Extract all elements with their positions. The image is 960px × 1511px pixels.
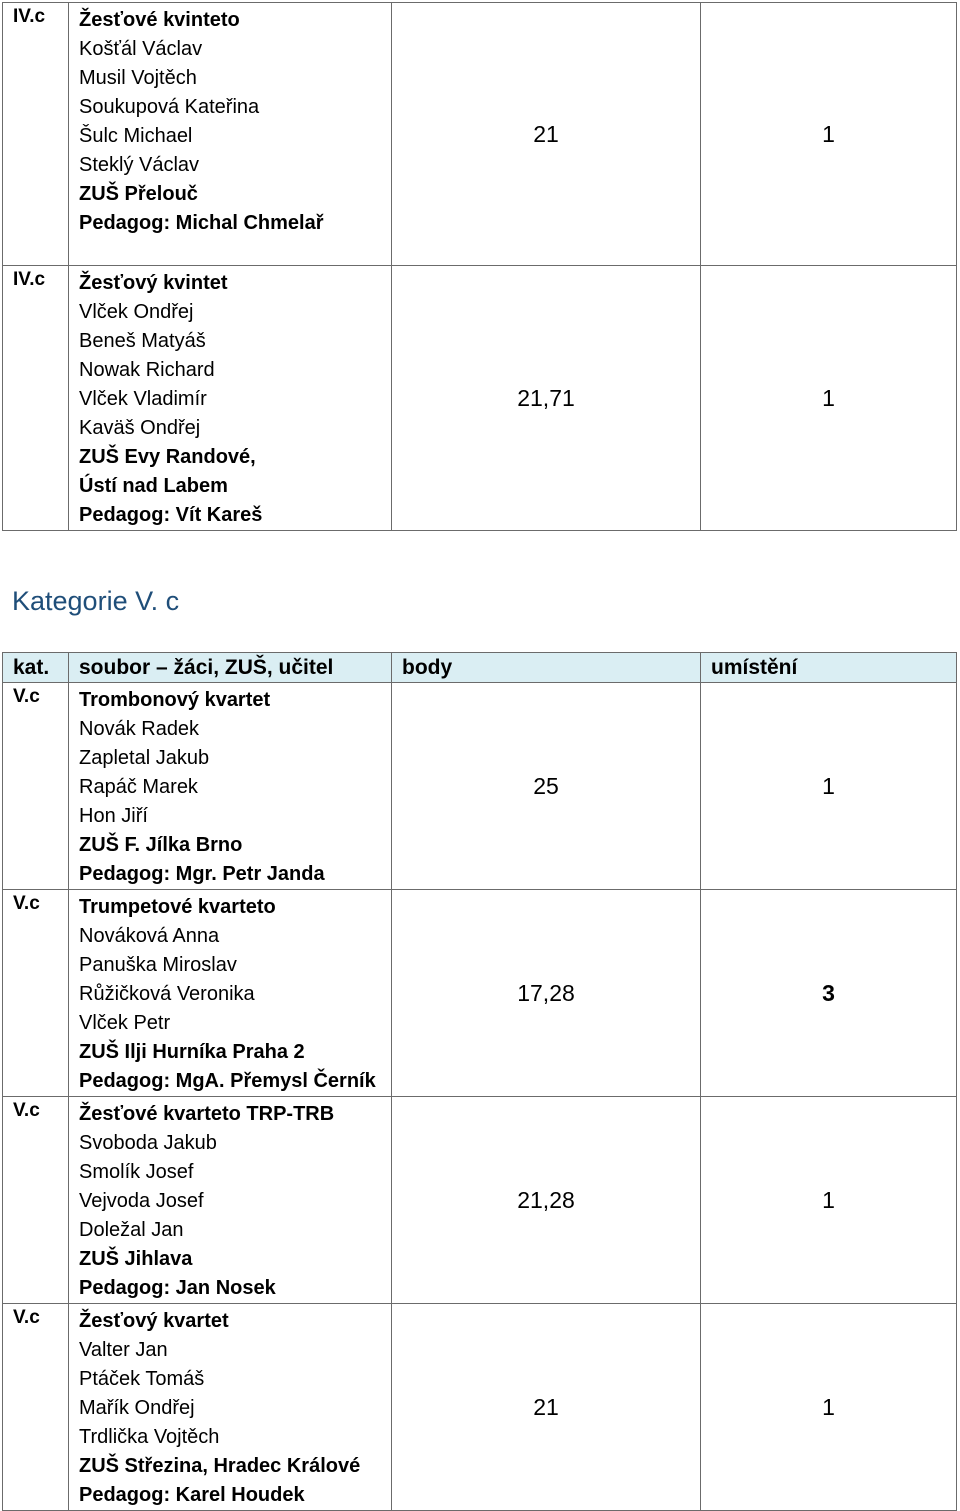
ensemble-cell — [69, 1097, 392, 1304]
ensemble-cell — [69, 890, 392, 1097]
school-name: ZUŠ Jihlava — [79, 1248, 193, 1270]
points-cell: 25 — [392, 683, 701, 890]
header-kat: kat. — [3, 653, 69, 683]
table-row — [3, 1304, 957, 1511]
member-name: Kaväš Ondřej — [79, 417, 201, 439]
member-name: Rapáč Marek — [79, 776, 198, 798]
member-name: Nováková Anna — [79, 925, 220, 947]
place-cell: 1 — [701, 1097, 957, 1304]
table-row — [3, 1097, 957, 1304]
place-cell: 1 — [701, 266, 957, 531]
category-cell: IV.c — [3, 266, 69, 531]
table-header-row — [3, 653, 957, 683]
table-row — [3, 890, 957, 1097]
member-name: Svoboda Jakub — [79, 1132, 217, 1154]
place-cell: 1 — [701, 3, 957, 266]
member-name: Doležal Jan — [79, 1219, 184, 1241]
ensemble-cell — [69, 266, 392, 531]
member-name: Vejvoda Josef — [79, 1190, 204, 1212]
place-cell: 3 — [701, 890, 957, 1097]
points-cell: 21 — [392, 3, 701, 266]
points-cell: 21,71 — [392, 266, 701, 531]
category-cell: V.c — [3, 890, 69, 1097]
header-points: body — [392, 653, 701, 683]
table-row — [3, 3, 957, 266]
category-cell: V.c — [3, 1304, 69, 1511]
school-name: ZUŠ Ilji Hurníka Praha 2 — [79, 1041, 305, 1063]
member-name: Košťál Václav — [79, 38, 203, 60]
header-ensemble: soubor – žáci, ZUŠ, učitel — [69, 653, 392, 683]
member-name: Vlček Petr — [79, 1012, 171, 1034]
member-name: Trdlička Vojtěch — [79, 1426, 220, 1448]
results-table-iv-c — [2, 2, 957, 531]
school-name: ZUŠ Střezina, Hradec Králové — [79, 1455, 361, 1477]
member-name: Valter Jan — [79, 1339, 168, 1361]
ensemble-cell — [69, 3, 392, 266]
member-name: Mařík Ondřej — [79, 1397, 195, 1419]
member-name: Vlček Ondřej — [79, 301, 194, 323]
school-name: ZUŠ Přelouč — [79, 183, 198, 205]
table-row — [3, 683, 957, 890]
member-name: Nowak Richard — [79, 359, 215, 381]
ensemble-cell — [69, 1304, 392, 1511]
points-cell: 21,28 — [392, 1097, 701, 1304]
table-row — [3, 266, 957, 531]
ensemble-name: Trumpetové kvarteto — [79, 896, 276, 918]
member-name: Novák Radek — [79, 718, 200, 740]
ensemble-name: Žesťový kvintet — [79, 272, 228, 294]
ensemble-name: Trombonový kvartet — [79, 689, 271, 711]
place-cell: 1 — [701, 1304, 957, 1511]
member-name: Smolík Josef — [79, 1161, 194, 1183]
teacher-name: Pedagog: Michal Chmelař — [79, 212, 324, 234]
category-cell: V.c — [3, 683, 69, 890]
points-cell: 17,28 — [392, 890, 701, 1097]
member-name: Růžičková Veronika — [79, 983, 255, 1005]
teacher-name: Pedagog: Karel Houdek — [79, 1484, 305, 1506]
teacher-name: Pedagog: Jan Nosek — [79, 1277, 276, 1299]
member-name: Vlček Vladimír — [79, 388, 207, 410]
member-name: Zapletal Jakub — [79, 747, 210, 769]
member-name: Šulc Michael — [79, 125, 193, 147]
school-name: ZUŠ Evy Randové, — [79, 446, 256, 468]
member-name: Steklý Václav — [79, 154, 200, 176]
member-name: Ptáček Tomáš — [79, 1368, 205, 1390]
place-cell: 1 — [701, 683, 957, 890]
teacher-name: Pedagog: MgA. Přemysl Černík — [79, 1070, 376, 1092]
points-cell: 21 — [392, 1304, 701, 1511]
teacher-name: Pedagog: Mgr. Petr Janda — [79, 863, 325, 885]
school-name: ZUŠ F. Jílka Brno — [79, 834, 243, 856]
results-table-v-c — [2, 652, 957, 1511]
section-heading: Kategorie V. c — [12, 586, 180, 616]
ensemble-cell — [69, 683, 392, 890]
member-name: Musil Vojtěch — [79, 67, 197, 89]
header-place: umístění — [701, 653, 957, 683]
member-name: Soukupová Kateřina — [79, 96, 260, 118]
teacher-name: Pedagog: Vít Kareš — [79, 504, 263, 526]
member-name: Hon Jiří — [79, 805, 148, 827]
ensemble-name: Žesťové kvarteto TRP-TRB — [79, 1103, 335, 1125]
category-cell: V.c — [3, 1097, 69, 1304]
school-name: Ústí nad Labem — [79, 475, 228, 497]
ensemble-name: Žesťový kvartet — [79, 1310, 229, 1332]
member-name: Panuška Miroslav — [79, 954, 237, 976]
member-name: Beneš Matyáš — [79, 330, 206, 352]
ensemble-name: Žesťové kvinteto — [79, 9, 240, 31]
category-cell: IV.c — [3, 3, 69, 266]
